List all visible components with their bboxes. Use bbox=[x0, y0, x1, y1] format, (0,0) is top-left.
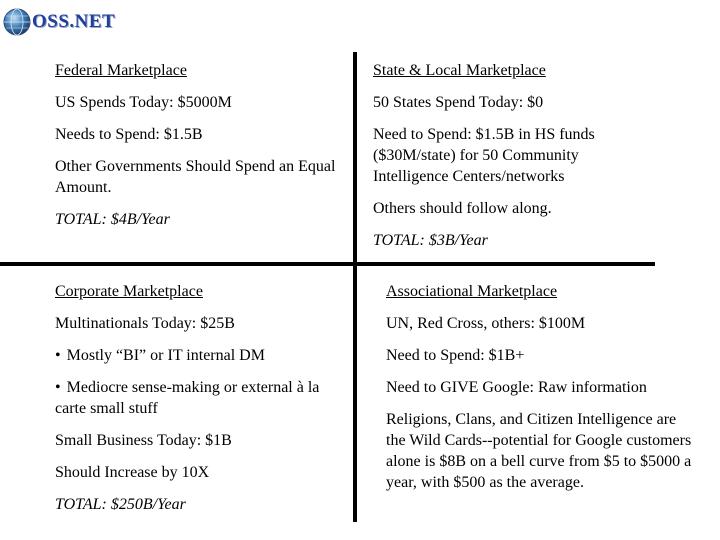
associational-heading: Associational Marketplace bbox=[386, 283, 558, 300]
logo-text: OSS.NET bbox=[32, 11, 116, 32]
federal-heading: Federal Marketplace bbox=[55, 62, 187, 79]
vertical-divider bbox=[353, 52, 357, 522]
corporate-bullet-mediocre-text: Mediocre sense-making or external à la carte small stuff bbox=[55, 379, 320, 417]
state-others-follow: Others should follow along. bbox=[373, 200, 552, 217]
associational-un-red-cross: UN, Red Cross, others: $100M bbox=[386, 315, 586, 332]
state-spend-today: 50 States Spend Today: $0 bbox=[373, 94, 544, 111]
corporate-bullet-bi bbox=[55, 345, 340, 366]
globe-icon bbox=[2, 7, 32, 37]
associational-give-google: Need to GIVE Google: Raw information bbox=[386, 379, 647, 396]
federal-quadrant bbox=[55, 60, 340, 230]
corporate-bullet-bi-text: Mostly “BI” or IT internal DM bbox=[66, 347, 265, 364]
federal-other-governments: Other Governments Should Spend an Equal Amount. bbox=[55, 158, 336, 196]
corporate-multinationals: Multinationals Today: $25B bbox=[55, 315, 235, 332]
logo bbox=[2, 4, 115, 40]
federal-total: TOTAL: $4B/Year bbox=[55, 211, 170, 228]
bullet-glyph: • bbox=[55, 347, 61, 364]
corporate-increase: Should Increase by 10X bbox=[55, 464, 210, 481]
federal-spend-today: US Spends Today: $5000M bbox=[55, 94, 232, 111]
state-heading: State & Local Marketplace bbox=[373, 62, 546, 79]
corporate-bullet-mediocre bbox=[55, 377, 340, 419]
corporate-heading: Corporate Marketplace bbox=[55, 283, 203, 300]
horizontal-divider bbox=[0, 262, 655, 266]
corporate-quadrant bbox=[55, 281, 340, 515]
associational-quadrant bbox=[386, 281, 696, 493]
state-quadrant bbox=[373, 60, 653, 251]
corporate-total: TOTAL: $250B/Year bbox=[55, 496, 186, 513]
associational-need-to-spend: Need to Spend: $1B+ bbox=[386, 347, 525, 364]
state-need-to-spend: Need to Spend: $1.5B in HS funds ($30M/state) for 50 Community Intelligence Centers/networks bbox=[373, 126, 595, 185]
state-total: TOTAL: $3B/Year bbox=[373, 232, 488, 249]
associational-wild-cards: Religions, Clans, and Citizen Intelligence are the Wild Cards--potential for Google customers alone is $8B on a bell curve from $5 to $5000 a year, with $500 as the average. bbox=[386, 411, 692, 491]
bullet-glyph: • bbox=[55, 379, 61, 396]
corporate-small-business: Small Business Today: $1B bbox=[55, 432, 232, 449]
federal-needs-to-spend: Needs to Spend: $1.5B bbox=[55, 126, 203, 143]
